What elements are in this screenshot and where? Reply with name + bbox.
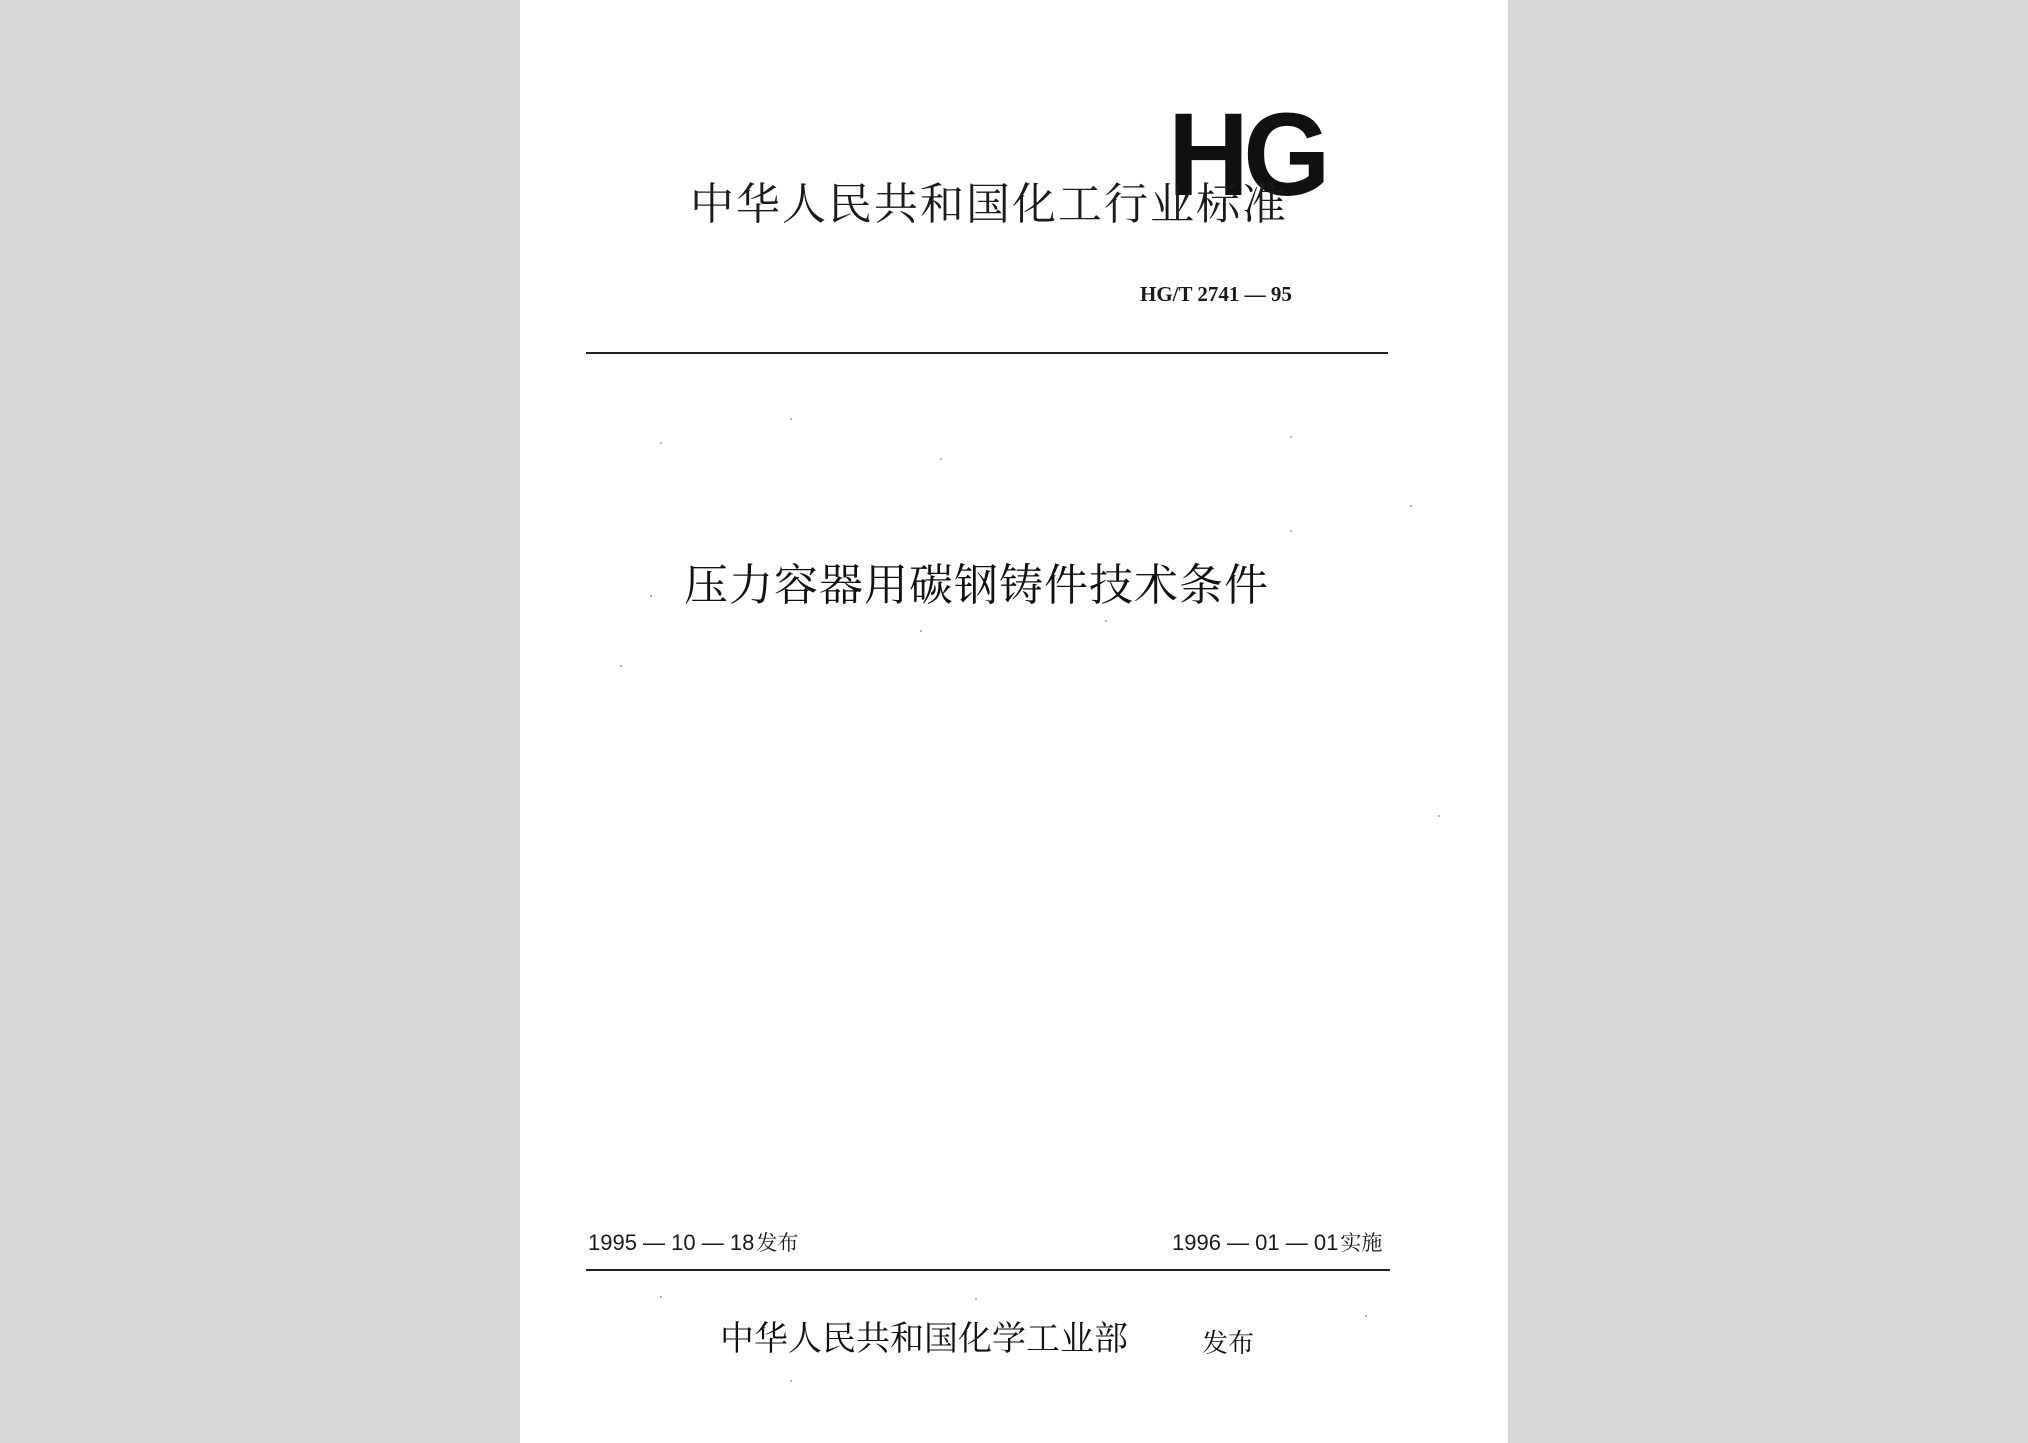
issue-date-line xyxy=(588,1232,798,1254)
scan-speck xyxy=(790,418,792,420)
scan-speck xyxy=(650,595,652,597)
effective-label: 实施 xyxy=(1340,1231,1383,1255)
scan-speck xyxy=(1410,505,1412,507)
scan-speck xyxy=(940,458,942,460)
top-divider xyxy=(586,352,1388,354)
scan-speck xyxy=(660,442,662,444)
scan-speck xyxy=(1290,530,1292,532)
scan-speck xyxy=(920,630,922,632)
effective-date: 1996 — 01 — 01 xyxy=(1172,1230,1339,1255)
industry-standard-heading: 中华人民共和国化工行业标准 xyxy=(690,179,1288,230)
scan-speck xyxy=(1105,620,1107,622)
document-page xyxy=(520,0,1508,1443)
scan-speck xyxy=(975,1298,977,1300)
effective-date-line xyxy=(1172,1232,1382,1254)
publisher-name: 中华人民共和国化学工业部 xyxy=(720,1319,1128,1359)
scan-speck xyxy=(620,665,622,667)
scan-speck xyxy=(660,1296,662,1298)
issue-date: 1995 — 10 — 18 xyxy=(588,1230,755,1255)
bottom-divider xyxy=(586,1269,1390,1271)
scan-speck xyxy=(1365,1315,1367,1317)
hg-logo: HG xyxy=(1168,89,1325,221)
publish-label: 发布 xyxy=(1202,1329,1255,1359)
issue-label: 发布 xyxy=(756,1231,799,1255)
scan-speck xyxy=(1438,815,1440,817)
standard-number: HG/T 2741 — 95 xyxy=(1140,282,1292,306)
scan-speck xyxy=(1290,436,1292,438)
scan-speck xyxy=(790,1380,792,1382)
document-title: 压力容器用碳钢铸件技术条件 xyxy=(684,560,1269,611)
